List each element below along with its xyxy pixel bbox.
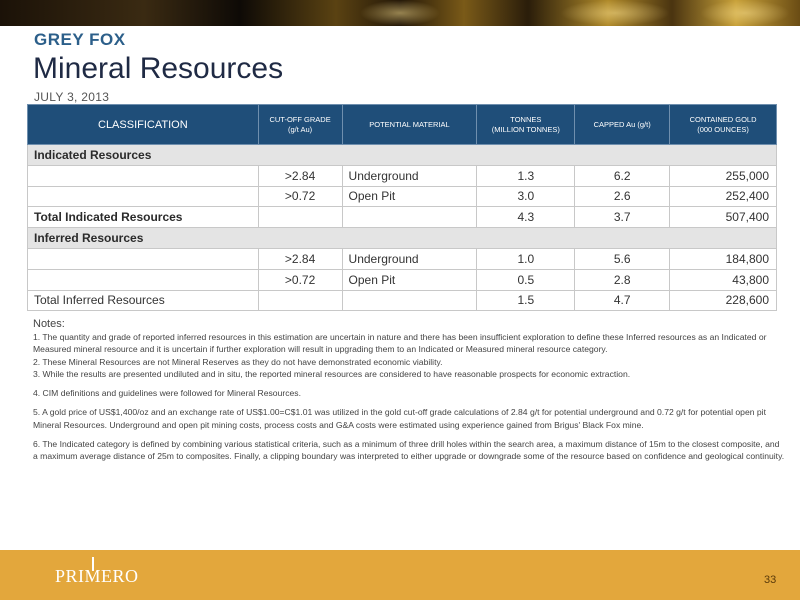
notes-heading: Notes: — [33, 318, 65, 330]
capped-cell: 4.7 — [575, 290, 670, 311]
table-row — [28, 165, 777, 186]
header-capped-au: CAPPED Au (g/t) — [575, 105, 670, 145]
cutoff-cell — [258, 207, 342, 228]
header-cutoff-grade — [258, 105, 342, 145]
total-label: Total Inferred Resources — [28, 290, 259, 311]
gold-cell: 228,600 — [670, 290, 777, 311]
material-cell: Open Pit — [342, 186, 477, 207]
header-classification: CLASSIFICATION — [28, 105, 259, 145]
note-5: 5. A gold price of US$1,400/oz and an exchange rate of US$1.00=C$1.01 was utilized in the gold cut-off grade calculations of 2.84 g/t for potential underground and 0.72 g/t for potential open pit Mineral Resources. Underground and open pit mining costs, process costs and G&A costs were estimated using experience gained from Brigus' Black Fox mine. — [33, 407, 766, 430]
project-name: GREY FOX — [34, 30, 126, 49]
cutoff-cell: >0.72 — [258, 186, 342, 207]
note-1: 1. The quantity and grade of reported inferred resources in this estimation are uncertain in nature and there has been insufficient exploration to define these Inferred resources as an Indicated or Measured mineral resource and it is uncertain if further exploration will result in upgrading them to an Indicated or Measured mineral resource category. — [33, 332, 767, 355]
section-label: Indicated Resources — [28, 145, 777, 166]
section-row-inferred — [28, 228, 777, 249]
banner-highlight — [360, 0, 440, 26]
cutoff-cell: >0.72 — [258, 269, 342, 290]
gold-cell: 252,400 — [670, 186, 777, 207]
cutoff-cell: >2.84 — [258, 248, 342, 269]
material-cell — [342, 207, 477, 228]
header-gold-line2: (000 OUNCES) — [697, 124, 749, 134]
table-row — [28, 186, 777, 207]
header-tonnes-line2: (MILLION TONNES) — [491, 124, 560, 134]
cutoff-cell — [258, 290, 342, 311]
banner-highlight — [700, 0, 790, 26]
company-logo: PRIMERO — [55, 566, 139, 586]
notes-section — [33, 318, 785, 463]
tonnes-cell: 1.5 — [477, 290, 575, 311]
material-cell — [342, 290, 477, 311]
section-label: Inferred Resources — [28, 228, 777, 249]
header-potential-material: POTENTIAL MATERIAL — [342, 105, 477, 145]
classification-cell — [28, 248, 259, 269]
capped-cell: 6.2 — [575, 165, 670, 186]
header-contained-gold — [670, 105, 777, 145]
capped-cell: 2.6 — [575, 186, 670, 207]
gold-cell: 255,000 — [670, 165, 777, 186]
tonnes-cell: 1.0 — [477, 248, 575, 269]
classification-cell — [28, 186, 259, 207]
table-row — [28, 248, 777, 269]
note-4: 4. CIM definitions and guidelines were followed for Mineral Resources. — [33, 388, 301, 399]
gold-cell: 184,800 — [670, 248, 777, 269]
classification-cell — [28, 165, 259, 186]
total-row-indicated — [28, 207, 777, 228]
material-cell: Underground — [342, 248, 477, 269]
gold-cell: 43,800 — [670, 269, 777, 290]
section-row-indicated — [28, 145, 777, 166]
header-tonnes — [477, 105, 575, 145]
cutoff-cell: >2.84 — [258, 165, 342, 186]
mineral-resources-table — [27, 104, 777, 311]
capped-cell: 3.7 — [575, 207, 670, 228]
report-date: JULY 3, 2013 — [34, 90, 110, 104]
note-3: 3. While the results are presented undiluted and in situ, the reported mineral resources are considered to have reasonable prospects for economic extraction. — [33, 368, 631, 379]
classification-cell — [28, 269, 259, 290]
tonnes-cell: 3.0 — [477, 186, 575, 207]
note-2: 2. These Mineral Resources are not Mineral Reserves as they do not have demonstrated economic viability. — [33, 356, 443, 367]
page-number: 33 — [764, 574, 777, 586]
header-cutoff-line2: (g/t Au) — [288, 124, 313, 134]
table-header-row — [28, 105, 777, 145]
material-cell: Open Pit — [342, 269, 477, 290]
tonnes-cell: 0.5 — [477, 269, 575, 290]
material-cell: Underground — [342, 165, 477, 186]
header-gold-line1: CONTAINED GOLD — [689, 114, 757, 124]
page-title: Mineral Resources — [33, 52, 284, 85]
note-6: 6. The Indicated category is defined by combining various statistical criteria, such as a minimum of three drill holes within the search area, a maximum distance of 15m to the closest composite, and a maximum average distance of 25m to composites. Finally, a clipping boundary was interpreted to either upgrade or downgrade some of the resource based on confidence and geological continuity. — [33, 439, 785, 462]
total-row-inferred — [28, 290, 777, 311]
header-tonnes-line1: TONNES — [510, 114, 542, 124]
header-banner-image — [0, 0, 800, 26]
tonnes-cell: 4.3 — [477, 207, 575, 228]
capped-cell: 5.6 — [575, 248, 670, 269]
gold-cell: 507,400 — [670, 207, 777, 228]
tonnes-cell: 1.3 — [477, 165, 575, 186]
table-row — [28, 269, 777, 290]
header-cutoff-line1: CUT-OFF GRADE — [269, 114, 331, 124]
capped-cell: 2.8 — [575, 269, 670, 290]
total-label: Total Indicated Resources — [28, 207, 259, 228]
banner-highlight — [560, 0, 670, 26]
